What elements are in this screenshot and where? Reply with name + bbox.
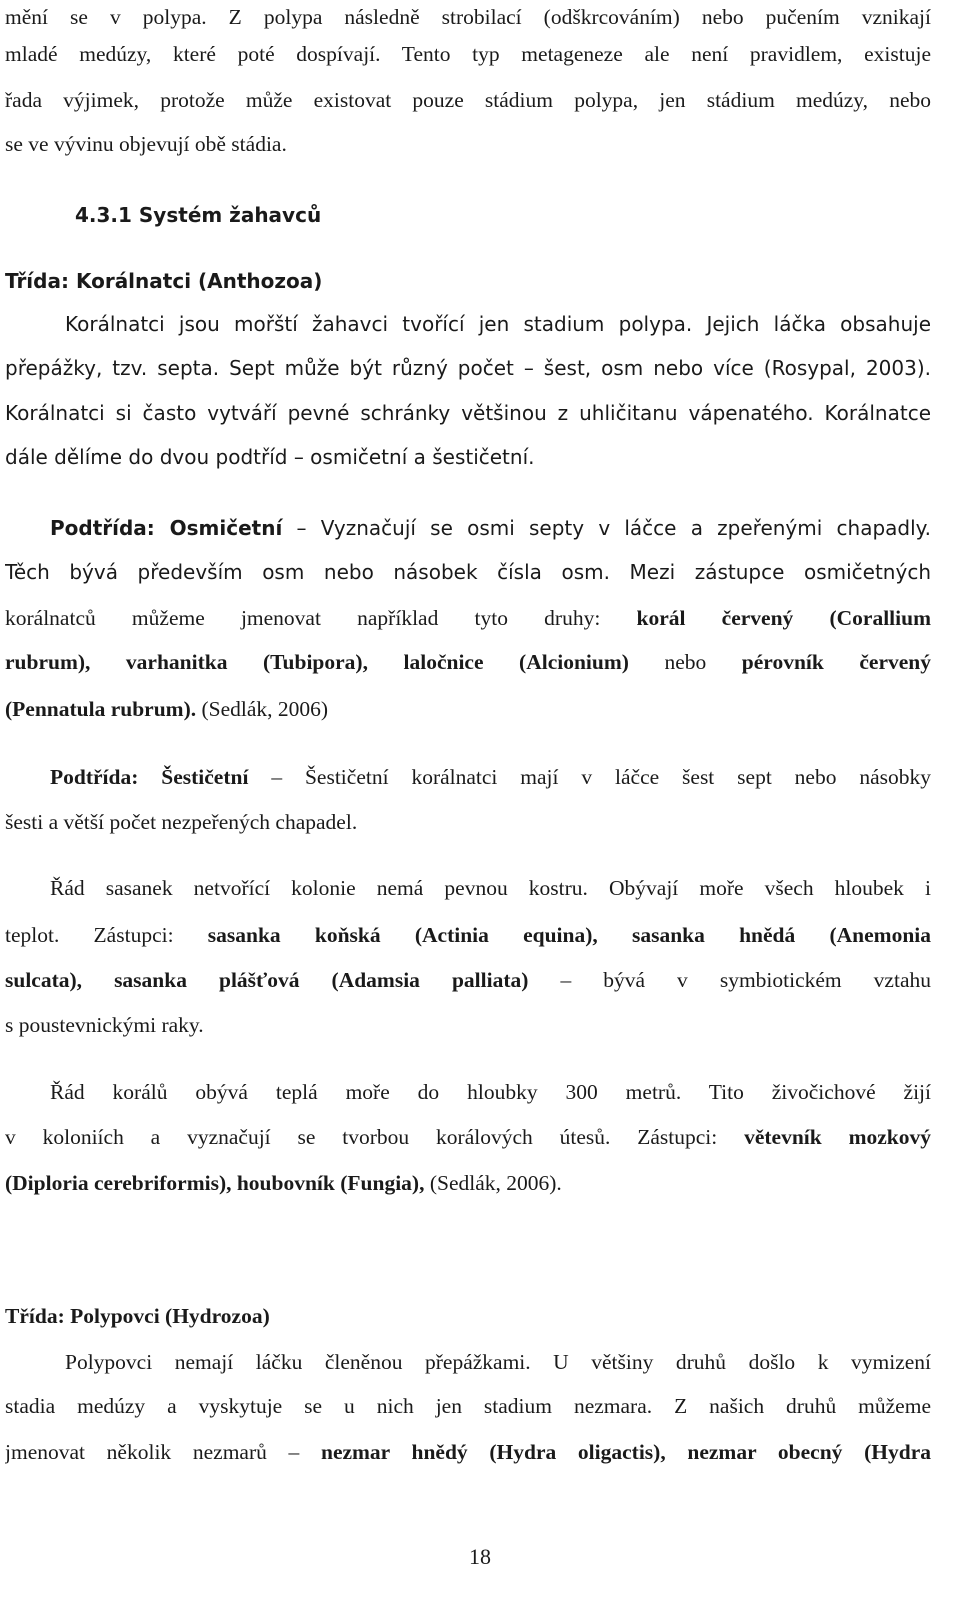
text-span: nebo (628, 650, 742, 674)
paragraph-line (50, 760, 931, 794)
paragraph-line (5, 692, 931, 726)
section-heading: 4.3.1 Systém žahavců (75, 203, 322, 227)
class-heading-hydrozoa: Třída: Polypovci (Hydrozoa) (5, 1304, 270, 1328)
paragraph-line (5, 1120, 931, 1154)
paragraph-line: Korálnatci si často vytváří pevné schránky většinou z uhličitanu vápenatého. Korálnatce (5, 401, 931, 425)
paragraph-line (5, 601, 931, 635)
paragraph-line: Řád korálů obývá teplá moře do hloubky 300 metrů. Tito živočichové žijí (50, 1080, 931, 1104)
paragraph-line: stadia medúzy a vyskytuje se u nich jen stadium nezmara. Z našich druhů můžeme (5, 1394, 931, 1418)
paragraph-line (50, 511, 931, 545)
species-name: korál červený (Corallium (636, 606, 931, 630)
citation: (Sedlák, 2006). (424, 1171, 562, 1195)
paragraph-line: Korálnatci jsou mořští žahavci tvořící jen stadium polypa. Jejich láčka obsahuje (65, 312, 931, 336)
paragraph-line: šesti a větší počet nezpeřených chapadel. (5, 810, 358, 834)
paragraph-line: se ve vývinu objevují obě stádia. (5, 132, 287, 156)
paragraph-line: řada výjimek, protože může existovat pouze stádium polypa, jen stádium medúzy, nebo (5, 88, 931, 112)
paragraph-line (5, 1166, 931, 1200)
species-name: (Pennatula rubrum). (5, 697, 197, 721)
species-name: nezmar hnědý (Hydra oligactis), nezmar obecný (Hydra (320, 1440, 931, 1464)
paragraph-line: Těch bývá především osm nebo násobek čísla osm. Mezi zástupce osmičetných (5, 560, 931, 584)
page-number: 18 (469, 1544, 491, 1569)
text-span: jmenovat několik nezmarů – (5, 1440, 321, 1464)
species-name: pérovník červený (741, 650, 931, 674)
species-name: rubrum), varhanitka (Tubipora), laločnice (Alcionium) (5, 650, 629, 674)
text-span: korálnatců můžeme jmenovat například tyto druhy: (5, 606, 637, 630)
text-span: v koloniích a vyznačují se tvorbou korálových útesů. Zástupci: (5, 1125, 745, 1149)
paragraph-line: s poustevnickými raky. (5, 1013, 204, 1037)
species-name: sulcata), sasanka plášťová (Adamsia palliata) (5, 968, 529, 992)
text-span: – Vyznačují se osmi septy v láčce a zpeřenými chapadly. (282, 516, 931, 540)
species-name: sasanka koňská (Actinia equina), sasanka hnědá (Anemonia (207, 923, 931, 947)
species-name: větevník mozkový (744, 1125, 931, 1149)
citation: (Sedlák, 2006) (196, 697, 329, 721)
paragraph-line: mladé medúzy, které poté dospívají. Tento typ metageneze ale není pravidlem, existuje (5, 42, 931, 66)
paragraph-line: přepážky, tzv. septa. Sept může být různý počet – šest, osm nebo více (Rosypal, 2003). (5, 356, 931, 380)
paragraph-line: Polypovci nemají láčku členěnou přepážkami. U většiny druhů došlo k vymizení (65, 1350, 931, 1374)
paragraph-line (5, 645, 931, 679)
paragraph-line: mění se v polypa. Z polypa následně strobilací (odškrcováním) nebo pučením vznikají (5, 5, 931, 29)
paragraph-line (5, 1435, 931, 1469)
text-span: – Šestičetní korálnatci mají v láčce šest sept nebo násobky (248, 765, 931, 789)
paragraph-line: Řád sasanek netvořící kolonie nemá pevnou kostru. Obývají moře všech hloubek i (50, 876, 931, 900)
paragraph-line: dále dělíme do dvou podtříd – osmičetní a šestičetní. (5, 445, 535, 469)
text-span: teplot. Zástupci: (5, 923, 208, 947)
paragraph-line (5, 918, 931, 952)
paragraph-line (5, 963, 931, 997)
subclass-heading-octocorallia: Podtřída: Osmičetní (50, 516, 283, 540)
text-span: – bývá v symbiotickém vztahu (528, 968, 931, 992)
class-heading-anthozoa: Třída: Korálnatci (Anthozoa) (5, 269, 323, 293)
species-name: (Diploria cerebriformis), houbovník (Fungia), (5, 1171, 425, 1195)
subclass-heading-hexacorallia: Podtřída: Šestičetní (50, 765, 249, 789)
